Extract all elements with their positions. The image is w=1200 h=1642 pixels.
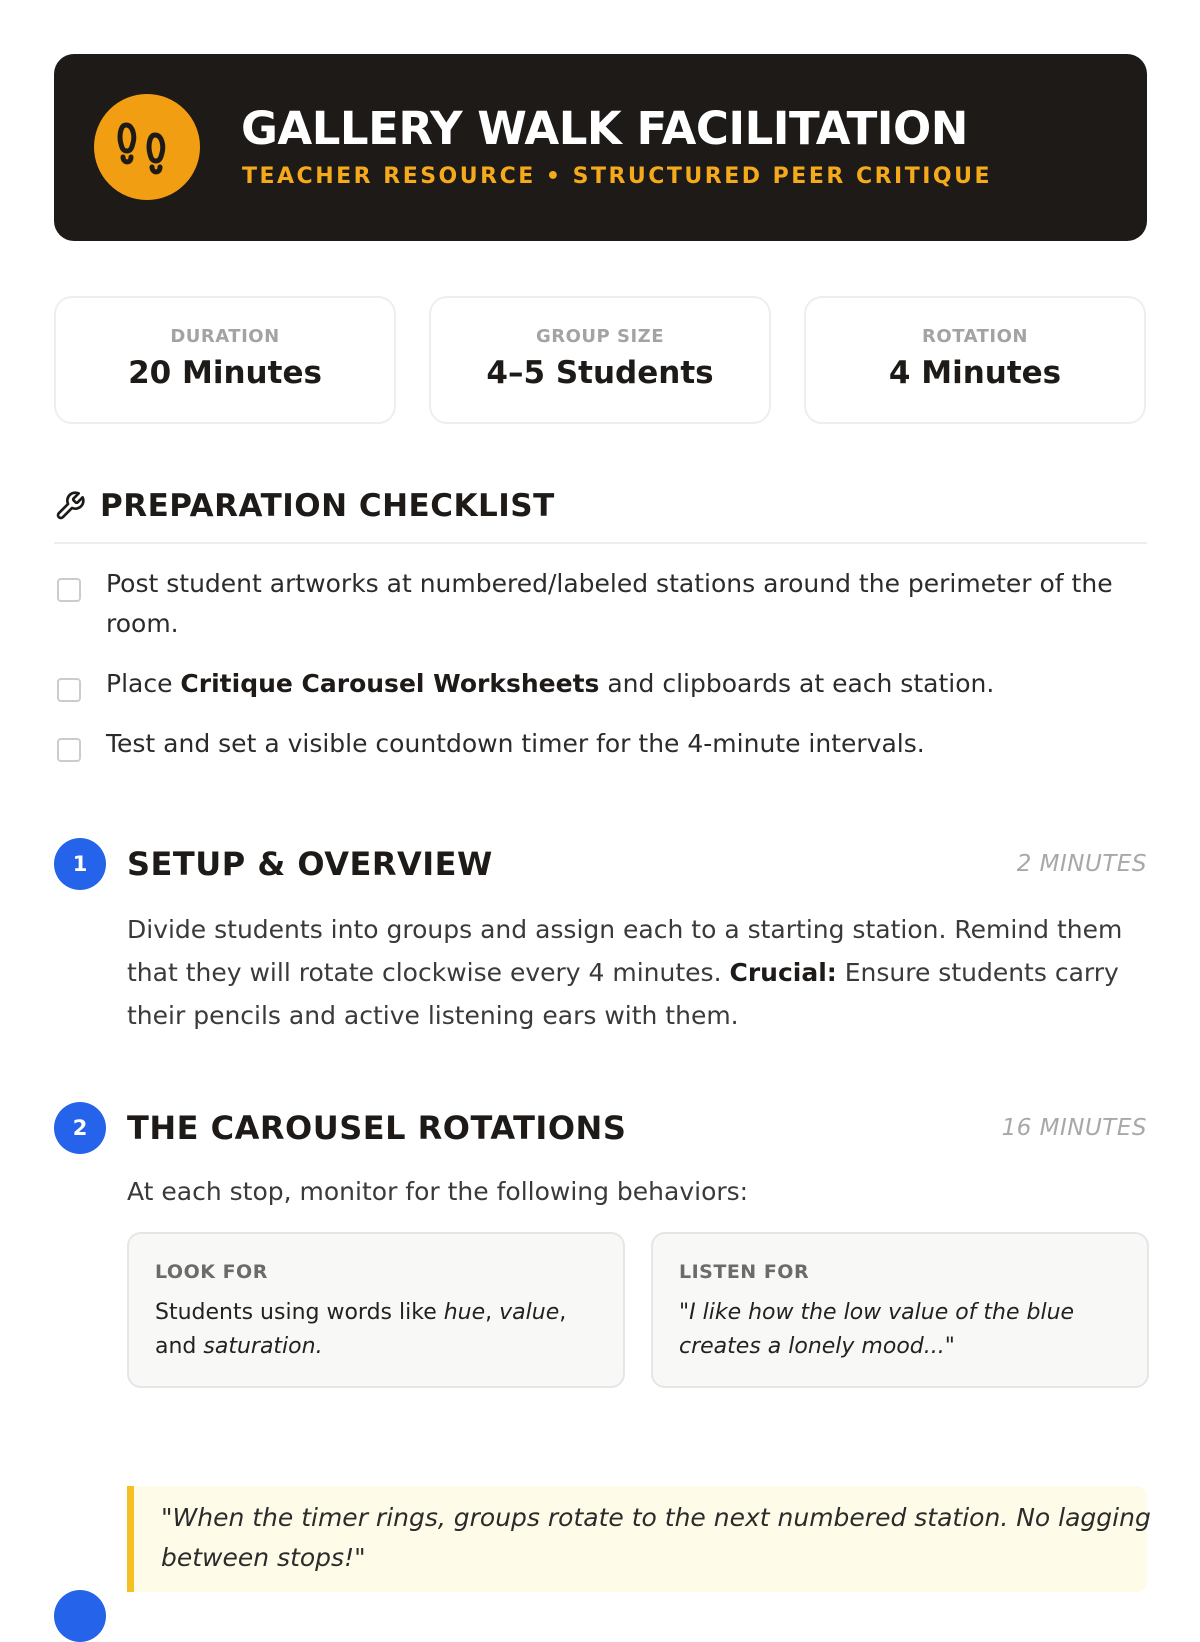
card-quote: "I like how the low value of the blue creates a lonely mood..." <box>679 1300 1075 1359</box>
card-label: LISTEN FOR <box>679 1261 810 1283</box>
step-3-badge <box>54 1590 106 1642</box>
step-duration: 16 MINUTES <box>1001 1115 1147 1141</box>
stat-value: 20 Minutes <box>128 355 322 391</box>
step-description <box>127 908 1127 1037</box>
checklist-item-prefix: Place <box>106 669 181 698</box>
worksheet-name: Critique Carousel Worksheets <box>180 669 600 698</box>
stat-label: ROTATION <box>922 326 1028 347</box>
page-subtitle: TEACHER RESOURCE • STRUCTURED PEER CRITIQUE <box>242 164 993 189</box>
step-number-badge: 2 <box>54 1102 106 1154</box>
step-title: THE CAROUSEL ROTATIONS <box>127 1109 627 1147</box>
term-value: value <box>499 1300 560 1325</box>
page <box>54 54 1151 1572</box>
term-saturation: saturation. <box>203 1334 323 1359</box>
checkbox[interactable] <box>57 678 81 702</box>
card-text <box>155 1296 595 1364</box>
step-number-badge: 1 <box>54 838 106 890</box>
listen-for-card <box>651 1232 1149 1388</box>
step-intro: At each stop, monitor for the following behaviors: <box>127 1177 749 1206</box>
stat-label: GROUP SIZE <box>535 326 665 347</box>
card-text-part: , <box>485 1300 500 1325</box>
look-for-card <box>127 1232 625 1388</box>
stat-value: 4 Minutes <box>888 355 1062 391</box>
checklist-item-suffix: and clipboards at each station. <box>599 669 995 698</box>
callout-accent-bar <box>127 1486 134 1592</box>
card-label: LOOK FOR <box>155 1261 268 1283</box>
checklist-title: PREPARATION CHECKLIST <box>100 488 555 524</box>
checklist-item-text <box>106 664 1116 704</box>
step-body-text: Ensure students carry their pencils and active listening ears with them. <box>127 958 1119 1030</box>
checklist-heading <box>54 486 1147 544</box>
checkbox[interactable] <box>57 738 81 762</box>
callout-text: "When the timer rings, groups rotate to the next numbered station. No lagging between stops!" <box>161 1503 1151 1572</box>
stat-value: 4–5 Students <box>486 355 714 391</box>
step-body-text: Divide students into groups and assign each to a starting station. Remind them that they will rotate clockwise every 4 minutes. <box>127 915 1123 987</box>
checklist-item-text: Test and set a visible countdown timer for the 4-minute intervals. <box>106 729 925 758</box>
step-title: SETUP & OVERVIEW <box>127 845 493 883</box>
stat-card-group-size <box>429 296 771 424</box>
term-hue: hue <box>443 1300 486 1325</box>
step-duration: 2 MINUTES <box>1016 851 1147 877</box>
stat-label: DURATION <box>170 326 280 347</box>
checklist-item-text: Post student artworks at numbered/labeled stations around the perimeter of the room. <box>106 569 1113 638</box>
page-title: GALLERY WALK FACILITATION <box>241 102 968 155</box>
checkbox[interactable] <box>57 578 81 602</box>
card-text-part: , and <box>155 1300 567 1359</box>
header-banner <box>54 54 1147 241</box>
wrench-icon <box>54 490 86 522</box>
stats-row <box>54 296 1147 426</box>
logo-badge <box>94 94 200 200</box>
stat-card-duration <box>54 296 396 424</box>
step-body-emphasis: Crucial: <box>729 958 837 987</box>
stat-card-rotation <box>804 296 1146 424</box>
footprints-icon <box>117 117 177 177</box>
callout-quote <box>127 1486 1151 1592</box>
card-text-part: Students using words like <box>155 1300 444 1325</box>
